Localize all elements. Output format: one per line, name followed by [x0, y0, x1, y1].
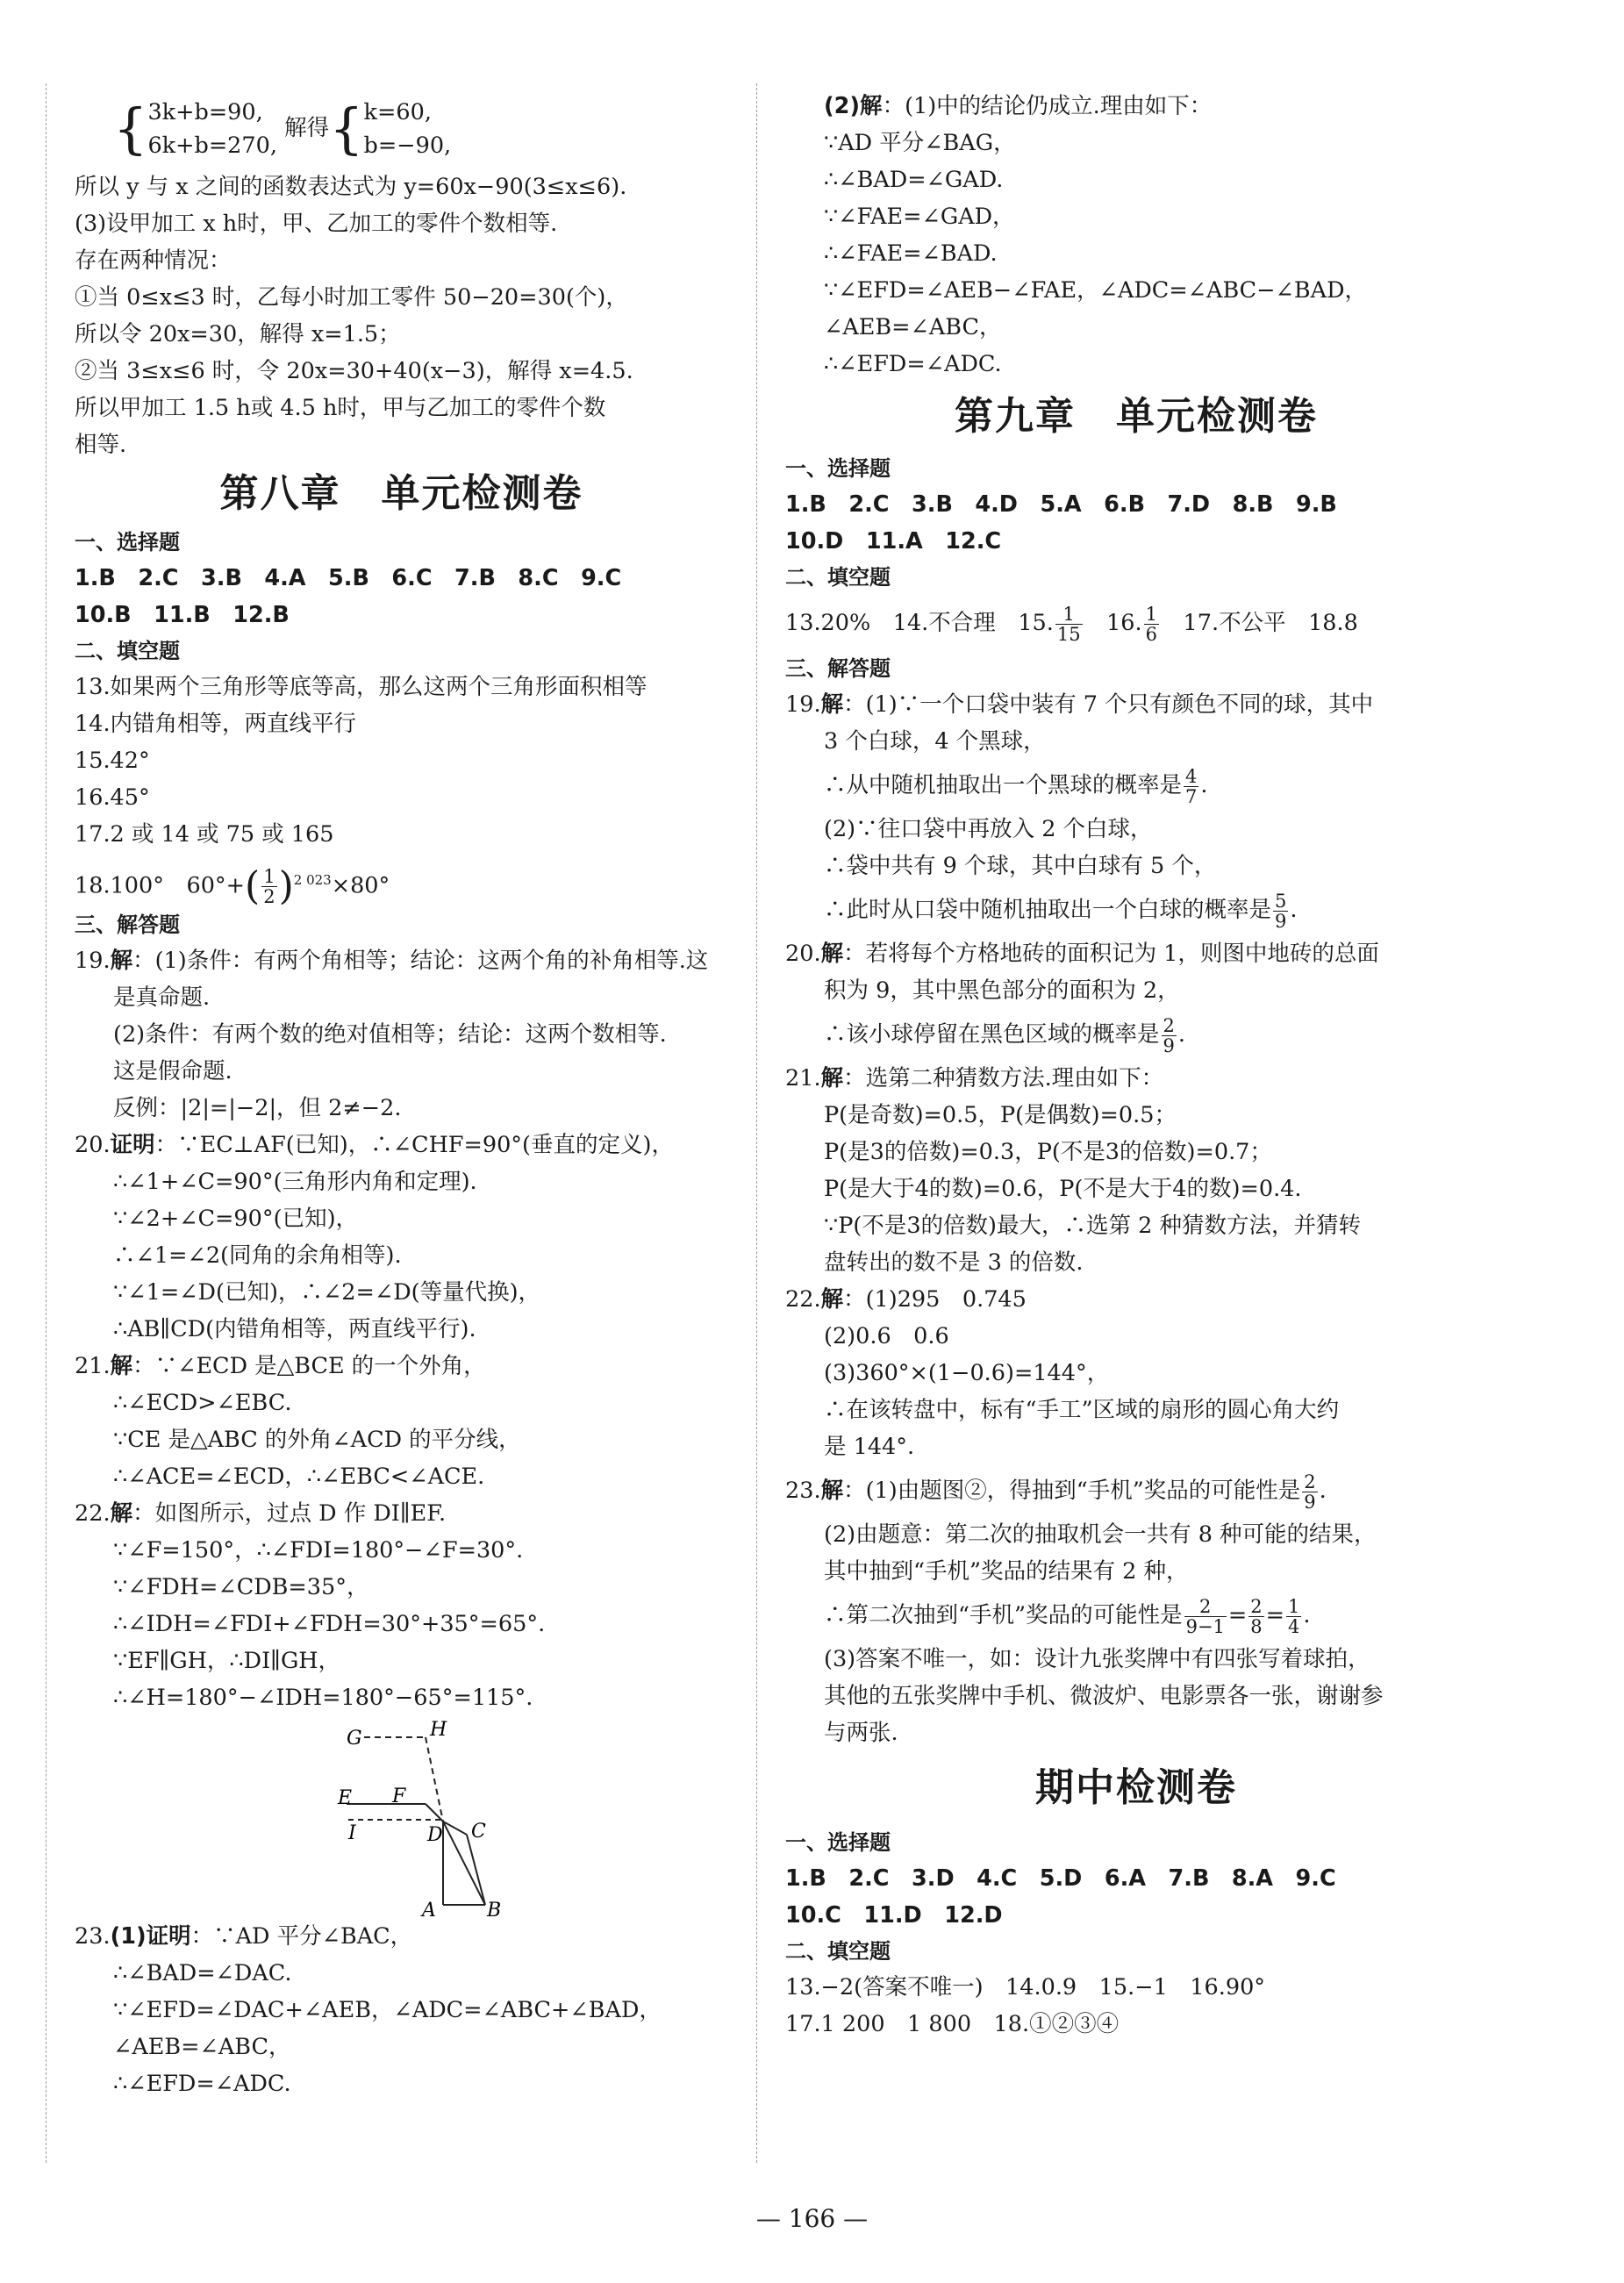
text-line: ∴AB∥CD(内错角相等，两直线平行).: [113, 1316, 476, 1342]
q20-line: ∴该小球停留在黑色区域的概率是 $\frac{2}{9}$ .: [824, 1014, 1185, 1056]
text-line: ∵EF∥GH，∴DI∥GH，: [113, 1648, 341, 1674]
label-b: B: [487, 1900, 502, 1918]
lead-word: 解: [820, 1065, 844, 1091]
text: ×80°: [331, 872, 390, 899]
section-heading: 一、选择题: [785, 456, 891, 481]
text-line: [75, 1127, 728, 1163]
text: ：选第二种猜数方法.理由如下：: [843, 1065, 1164, 1091]
q19-line: ∴袋中共有 9 个球，其中白球有 5 个，: [824, 853, 1217, 879]
q19-line: 19.解：(1)∵一个口袋中装有 7 个只有颜色不同的球，其中: [785, 691, 1374, 718]
fill-answers: 17.1 200 1 800 18.①②③④: [785, 2011, 1120, 2037]
text-line: ∴∠IDH=∠FDI+∠FDH=30°+35°=65°.: [113, 1611, 546, 1637]
q23-line: 其中抽到“手机”奖品的结果有 2 种，: [824, 1558, 1189, 1585]
label-f: F: [392, 1786, 406, 1807]
text-line: 是 144°.: [824, 1434, 915, 1460]
lead-word: 解: [110, 1353, 133, 1379]
q23-line: (3)答案不唯一，如：设计九张奖牌中有四张写着球拍，: [824, 1646, 1370, 1672]
fill-answers: [785, 595, 1487, 651]
label-e: E: [338, 1787, 353, 1809]
text-line: ∵∠FDH=∠CDB=35°，: [113, 1574, 369, 1600]
lead-word: 解: [820, 1478, 844, 1504]
den: 9: [1163, 1034, 1175, 1056]
fraction: [1055, 605, 1083, 644]
text: 16.: [1084, 610, 1142, 636]
question-number: 22.: [75, 1500, 111, 1527]
den: 9−1: [1185, 1615, 1225, 1637]
q-continuation: [785, 88, 1487, 383]
label-a: A: [422, 1900, 436, 1918]
text-line: [75, 942, 728, 979]
column-divider: [756, 83, 757, 2163]
text-line: 反例：|2|=|−2|，但 2≠−2.: [113, 1095, 402, 1121]
section-heading: 二、填空题: [785, 565, 891, 590]
text-line: ∴∠H=180°−∠IDH=180°−65°=115°.: [113, 1685, 533, 1711]
text-line: ∵CE 是△ABC 的外角∠ACD 的平分线，: [113, 1427, 521, 1453]
text-line: ∵∠EFD=∠AEB−∠FAE，∠ADC=∠ABC−∠BAD，: [824, 277, 1368, 304]
q22-body: [785, 1318, 1487, 1465]
text-line: ①当 0≤x≤3 时，乙每小时加工零件 50−20=30(个)，: [75, 284, 628, 311]
right-column: [785, 88, 1487, 2043]
text-line: (2)条件：有两个数的绝对值相等；结论：这两个数相等.: [113, 1021, 667, 1048]
q23-line: 23.解：(1)由题图②，得抽到“手机”奖品的可能性是 $\frac{2}{9}$ .: [785, 1471, 1327, 1513]
fraction: [1273, 891, 1288, 931]
text-line: ∴∠EFD=∠ADC.: [824, 351, 1002, 377]
chapter-title: 第九章 单元检测卷: [955, 394, 1318, 439]
text: ∴此时从口袋中随机抽取出一个白球的概率是: [824, 897, 1272, 923]
text-line: [785, 88, 1487, 125]
lead-word: (2)解: [824, 93, 883, 119]
fraction: [1162, 1016, 1177, 1056]
num: 2: [1163, 1014, 1175, 1036]
text: ：如图所示，过点 D 作 DI∥EF.: [132, 1500, 447, 1527]
solution-answers: [75, 942, 728, 1716]
num: 4: [1185, 765, 1198, 787]
label-i: I: [348, 1822, 356, 1844]
text-line: ∵P(不是3的倍数)最大，∴选第 2 种猜数方法，并猜转: [824, 1213, 1361, 1239]
question-number: 21.: [75, 1353, 111, 1379]
text-line: 所以令 20x=30，解得 x=1.5；: [75, 321, 401, 347]
text: ：∵∠ECD 是△BCE 的一个外角，: [132, 1353, 486, 1379]
eq-line: 6k+b=270,: [147, 132, 277, 159]
exponent: 2 023: [293, 872, 332, 888]
text-line: (2)0.6 0.6: [824, 1323, 949, 1349]
lead-word: 解: [110, 1500, 133, 1527]
text-line: 15.42°: [75, 748, 150, 774]
q22-line: 22.解：(1)295 0.745: [785, 1286, 1027, 1313]
choice-answers: 1.B 2.C 3.B 4.D 5.A 6.B 7.D 8.B 9.B: [785, 491, 1337, 518]
section-heading: 三、解答题: [785, 656, 891, 681]
lead-word: 解: [820, 1286, 844, 1313]
text: 17.不公平 18.8: [1161, 610, 1358, 636]
section-heading: 二、填空题: [785, 1939, 891, 1964]
sol-line: b=−90,: [363, 132, 452, 159]
fraction: [261, 867, 276, 906]
q23-line: 与两张.: [824, 1720, 898, 1746]
midterm-title: 期中检测卷: [1035, 1765, 1237, 1810]
lead-word: 解: [820, 941, 844, 967]
text-line: (3)设甲加工 x h时，甲、乙加工的零件个数相等.: [75, 211, 558, 237]
den: 8: [1250, 1615, 1263, 1637]
fraction: [1144, 605, 1159, 644]
chapter-title: 第八章 单元检测卷: [219, 471, 583, 516]
den: 6: [1145, 623, 1158, 645]
label-c: C: [471, 1821, 486, 1843]
text-line: ∴∠1=∠2(同角的余角相等).: [113, 1242, 402, 1269]
text-line: 是真命题.: [113, 984, 211, 1011]
text-line: ∴在该转盘中，标有“手工”区域的扇形的圆心角大约: [824, 1397, 1340, 1423]
choice-answers: 10.D 11.A 12.C: [785, 528, 1002, 555]
fraction: [1302, 1472, 1317, 1512]
text-line: [75, 1348, 728, 1385]
text-line: ∴∠BAD=∠GAD.: [824, 167, 1004, 193]
section-heading: 一、选择题: [75, 530, 180, 555]
text-line: ∴∠BAD=∠DAC.: [113, 1960, 292, 1986]
num: 1: [263, 866, 275, 887]
text-line: P(是大于4的数)=0.6，P(不是大于4的数)=0.4.: [824, 1176, 1302, 1202]
text-line: ∵∠2+∠C=90°(已知)，: [113, 1206, 359, 1232]
text-line: ∴∠ACE=∠ECD，∴∠EBC<∠ACE.: [113, 1464, 485, 1490]
text-line: P(是3的倍数)=0.3，P(不是3的倍数)=0.7；: [824, 1139, 1272, 1165]
text: 18.100° 60°+: [75, 872, 246, 899]
choice-answers: 10.C 11.D 12.D: [785, 1902, 1003, 1929]
label-d: D: [427, 1824, 443, 1846]
fill-answers: [75, 669, 728, 853]
text-line: 存在两种情况：: [75, 247, 232, 274]
text-line: ②当 3≤x≤6 时，令 20x=30+40(x−3)，解得 x=4.5.: [75, 358, 633, 384]
lead-word: 解: [110, 948, 133, 974]
den: 2: [263, 886, 275, 907]
text: ：(1)条件：有两个角相等；结论：这两个角的补角相等.这: [132, 948, 709, 974]
num: 1: [1055, 605, 1083, 625]
fraction: [1286, 1597, 1301, 1636]
text-line: 16.45°: [75, 784, 150, 811]
text: ∴从中随机抽取出一个黑球的概率是: [824, 772, 1183, 798]
equation-system: {3k+b=90, 6k+b=270, 解得{k=60, b=−90,: [113, 97, 452, 161]
q23-line: 其他的五张奖牌中手机、微波炉、电影票各一张，谢谢参: [824, 1683, 1384, 1709]
binding-line: [46, 83, 47, 2163]
text-line: ∵AD 平分∠BAG，: [824, 130, 1016, 156]
text-line: ∠AEB=∠ABC，: [113, 2034, 291, 2060]
den: 15: [1056, 623, 1081, 645]
lead-word: 证明: [110, 1132, 155, 1158]
text: ：∵EC⊥AF(已知)，∴∠CHF=90°(垂直的定义)，: [154, 1132, 674, 1158]
den: 9: [1304, 1491, 1316, 1513]
den: 4: [1288, 1615, 1300, 1637]
text-line: 盘转出的数不是 3 的倍数.: [824, 1249, 1084, 1276]
text: ∴该小球停留在黑色区域的概率是: [824, 1021, 1160, 1048]
eq-line: 3k+b=90,: [147, 99, 263, 125]
text-line: ∵∠FAE=∠GAD，: [824, 204, 1015, 230]
text: ：(1)中的结论仍成立.理由如下：: [882, 93, 1213, 119]
q19-line: ∴从中随机抽取出一个黑球的概率是 $\frac{4}{7}$ .: [824, 765, 1208, 807]
q19-line: 3 个白球，4 个黑球，: [824, 728, 1046, 755]
text: ∴第二次抽到“手机”奖品的可能性是: [824, 1602, 1183, 1628]
q20-line: 积为 9，其中黑色部分的面积为 2，: [824, 977, 1180, 1004]
text-line: [75, 1495, 728, 1532]
text-line: ∵∠EFD=∠DAC+∠AEB，∠ADC=∠ABC+∠BAD，: [113, 1997, 662, 2023]
q-continuation: [75, 168, 728, 463]
choice-answers: 10.B 11.B 12.B: [75, 602, 290, 628]
fraction: [1248, 1597, 1263, 1636]
q23-line: (2)由题意：第二次的抽取机会一共有 8 种可能的结果，: [824, 1521, 1377, 1548]
left-column: [75, 88, 728, 2102]
text-line: P(是奇数)=0.5，P(是偶数)=0.5；: [824, 1102, 1177, 1128]
text: ：(1)∵一个口袋中装有 7 个只有颜色不同的球，其中: [843, 691, 1374, 718]
text-line: 相等.: [75, 432, 127, 458]
text-line: ∴∠EFD=∠ADC.: [113, 2071, 291, 2097]
text-line: 13.如果两个三角形等底等高，那么这两个三角形面积相等: [75, 674, 647, 700]
text-line: ∴∠1+∠C=90°(三角形内角和定理).: [113, 1169, 477, 1195]
text-line: ∴∠ECD>∠EBC.: [113, 1390, 292, 1416]
solution-answers: [75, 1918, 728, 2102]
label-g: G: [347, 1728, 362, 1750]
text-line: 这是假命题.: [113, 1058, 233, 1084]
text-line: [75, 1918, 728, 1955]
section-heading: 三、解答题: [75, 912, 180, 937]
text-line: 所以甲加工 1.5 h或 4.5 h时，甲与乙加工的零件个数: [75, 395, 606, 421]
text: ：(1)由题图②，得抽到“手机”奖品的可能性是: [843, 1478, 1301, 1504]
fill-answer-18: 18.100° 60°+( $\frac{1}{2}$ )$^{2 023}$×80°: [75, 863, 390, 909]
fill-answers: 13.−2(答案不唯一) 14.0.9 15.−1 16.90°: [785, 1974, 1266, 2000]
den: 9: [1275, 910, 1287, 932]
question-number: 20.: [75, 1132, 111, 1158]
label-h: H: [430, 1719, 447, 1741]
q23-line: ∴第二次抽到“手机”奖品的可能性是 $\frac{2}{9-1}$ = $\frac{2}{8}$ = $\frac{1}{4}$ .: [824, 1595, 1311, 1637]
num: 1: [1145, 603, 1158, 625]
q19-line: ∴此时从口袋中随机抽取出一个白球的概率是 $\frac{5}{9}$ .: [824, 890, 1298, 932]
q19-line: (2)∵往口袋中再放入 2 个白球，: [824, 816, 1153, 842]
figure-svg: [75, 1716, 728, 1918]
den: 7: [1185, 785, 1198, 807]
fraction: [1184, 767, 1198, 806]
text-line: ∴∠FAE=∠BAD.: [824, 240, 998, 267]
page-number: — 166 —: [755, 2204, 869, 2233]
geometry-diagram: [75, 1716, 728, 1918]
solve-word: 解得: [284, 115, 330, 141]
fraction: [1184, 1597, 1227, 1636]
num: 2: [1250, 1595, 1263, 1617]
text: ：∵AD 平分∠BAC，: [190, 1923, 413, 1950]
num: 2: [1304, 1471, 1316, 1492]
question-number: 19.: [75, 948, 111, 974]
section-heading: 一、选择题: [785, 1830, 891, 1855]
num: 5: [1275, 890, 1287, 912]
choice-answers: 1.B 2.C 3.D 4.C 5.D 6.A 7.B 8.A 9.C: [785, 1865, 1336, 1892]
q21-line: 21.解：选第二种猜数方法.理由如下：: [785, 1065, 1164, 1091]
text-line: 17.2 或 14 或 75 或 165: [75, 821, 334, 848]
lead-word: (1)证明: [110, 1923, 191, 1950]
text: ：若将每个方格地砖的面积记为 1，则图中地砖的总面: [843, 941, 1379, 967]
q20-line: 20.解：若将每个方格地砖的面积记为 1，则图中地砖的总面: [785, 941, 1379, 967]
question-number: 23.: [75, 1923, 111, 1950]
text: ：(1)295 0.745: [843, 1286, 1027, 1313]
text-line: 所以 y 与 x 之间的函数表达式为 y=60x−90(3≤x≤6).: [75, 174, 627, 200]
num: 2: [1184, 1597, 1227, 1617]
num: 1: [1288, 1595, 1300, 1617]
sol-line: k=60,: [363, 99, 432, 125]
text: 13.20% 14.不合理 15.: [785, 610, 1054, 636]
choice-answers: 1.B 2.C 3.B 4.A 5.B 6.C 7.B 8.C 9.C: [75, 565, 622, 591]
text-line: ∵∠1=∠D(已知)，∴∠2=∠D(等量代换)，: [113, 1279, 541, 1306]
q21-body: [785, 1097, 1487, 1281]
text-line: (3)360°×(1−0.6)=144°，: [824, 1360, 1110, 1386]
text-line: ∵∠F=150°，∴∠FDI=180°−∠F=30°.: [113, 1537, 524, 1564]
text-line: 14.内错角相等，两直线平行: [75, 711, 357, 737]
text-line: ∠AEB=∠ABC，: [824, 314, 1002, 340]
lead-word: 解: [820, 691, 844, 718]
section-heading: 二、填空题: [75, 639, 180, 663]
